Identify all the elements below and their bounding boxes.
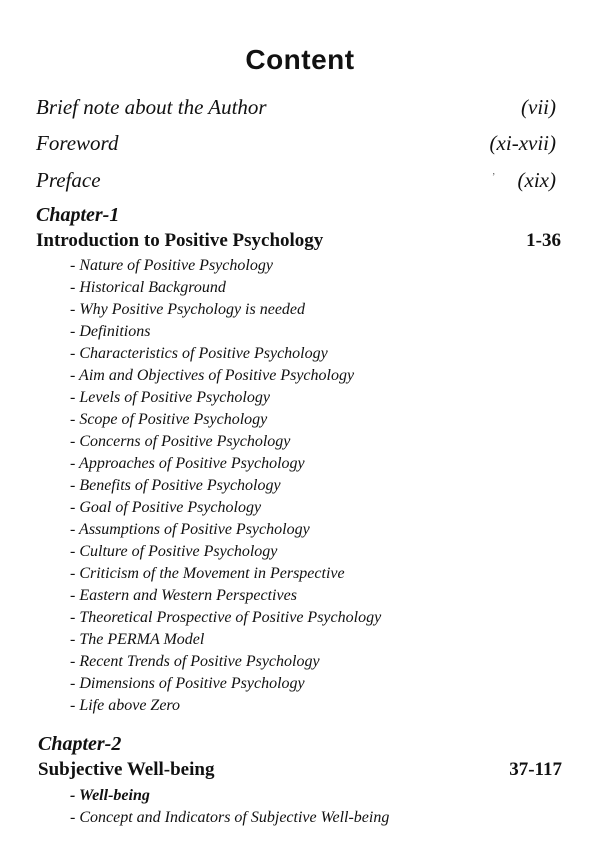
chapter-1-heading: Chapter-1 [36, 204, 120, 226]
entry-label: Preface [36, 168, 101, 192]
chapter-pages: 1-36 [526, 230, 561, 251]
topic-item: - Nature of Positive Psychology [70, 257, 273, 274]
scan-speck: ʼ [492, 172, 496, 183]
chapter-1-topic-list [70, 255, 381, 717]
topic-item: - Benefits of Positive Psychology [70, 477, 281, 494]
chapter-pages: 37-117 [509, 759, 562, 780]
chapter-title: Introduction to Positive Psychology [36, 230, 324, 251]
topic-item: - Criticism of the Movement in Perspective [70, 565, 345, 582]
topic-item: - Characteristics of Positive Psychology [70, 345, 328, 362]
chapter-2-heading: Chapter-2 [38, 733, 122, 755]
entry-label: Brief note about the Author [36, 95, 267, 119]
topic-item: - Well-being [70, 787, 150, 804]
topic-item: - Eastern and Western Perspectives [70, 587, 297, 604]
topic-item: - Concept and Indicators of Subjective Well-being [70, 809, 390, 826]
topic-item: - Aim and Objectives of Positive Psychology [70, 367, 355, 384]
topic-item: - Theoretical Prospective of Positive Psychology [70, 609, 382, 626]
topic-item: - Goal of Positive Psychology [70, 499, 262, 516]
topic-item: - Approaches of Positive Psychology [70, 455, 305, 472]
entry-pages: (xi-xvii) [489, 131, 556, 155]
topic-item: - The PERMA Model [70, 631, 205, 648]
topic-item: - Dimensions of Positive Psychology [70, 675, 305, 692]
topic-item: - Assumptions of Positive Psychology [70, 521, 310, 538]
entry-pages: (xix) [517, 168, 556, 192]
topic-item: - Levels of Positive Psychology [70, 389, 270, 406]
chapter-2-topic-list [70, 785, 389, 829]
topic-item: - Life above Zero [70, 697, 181, 714]
topic-item: - Recent Trends of Positive Psychology [70, 653, 320, 670]
entry-pages: (vii) [521, 95, 556, 119]
topic-item: - Definitions [70, 323, 151, 340]
topic-item: - Culture of Positive Psychology [70, 543, 278, 560]
entry-label: Foreword [36, 131, 119, 155]
topic-item: - Scope of Positive Psychology [70, 411, 268, 428]
page-title: Content [245, 44, 355, 75]
topic-item: - Historical Background [70, 279, 226, 296]
chapter-title: Subjective Well-being [38, 759, 215, 780]
topic-item: - Why Positive Psychology is needed [70, 301, 306, 318]
topic-item: - Concerns of Positive Psychology [70, 433, 291, 450]
